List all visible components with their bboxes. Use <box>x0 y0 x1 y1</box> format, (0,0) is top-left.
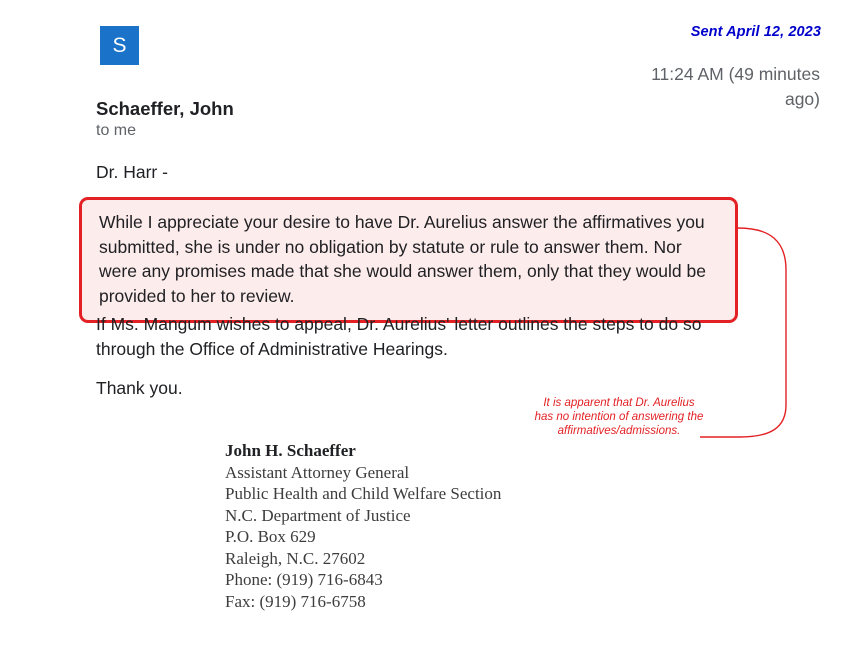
paragraph-thanks: Thank you. <box>96 378 183 398</box>
signature-fax: Fax: (919) 716-6758 <box>225 591 366 611</box>
annotation-connector-line <box>700 215 810 450</box>
email-timestamp: 11:24 AM (49 minutes ago) <box>651 64 820 109</box>
highlighted-paragraph-text: While I appreciate your desire to have Dr. Aurelius answer the affirmatives you submitted, she is under no obligation by statute or rule to answer them. Nor were any promises made that she would answer them, only that they would be provided to her to review. <box>99 212 706 306</box>
red-margin-annotation: It is apparent that Dr. Aurelius has no intention of answering the affirmatives/admissions. <box>534 397 704 437</box>
paragraph-appeal: If Ms. Mangum wishes to appeal, Dr. Aurelius' letter outlines the steps to do so through the Office of Administrative Hearings. <box>96 314 702 359</box>
signature-po-box: P.O. Box 629 <box>225 527 316 546</box>
salutation: Dr. Harr - <box>96 162 168 182</box>
signature-block <box>225 440 501 612</box>
signature-title: Assistant Attorney General <box>225 462 410 482</box>
sent-date-annotation: Sent April 12, 2023 <box>690 24 821 40</box>
sender-name: Schaeffer, John <box>96 98 234 119</box>
avatar: S <box>100 26 139 65</box>
signature-phone: Phone: (919) 716-6843 <box>225 570 383 589</box>
signature-section: Public Health and Child Welfare Section <box>225 484 502 503</box>
signature-city-state-zip: Raleigh, N.C. 27602 <box>225 548 366 568</box>
signature-name: John H. Schaeffer <box>225 441 356 460</box>
highlighted-paragraph-box <box>79 197 738 323</box>
recipient-line[interactable]: to me <box>96 122 137 139</box>
signature-department: N.C. Department of Justice <box>225 505 411 525</box>
